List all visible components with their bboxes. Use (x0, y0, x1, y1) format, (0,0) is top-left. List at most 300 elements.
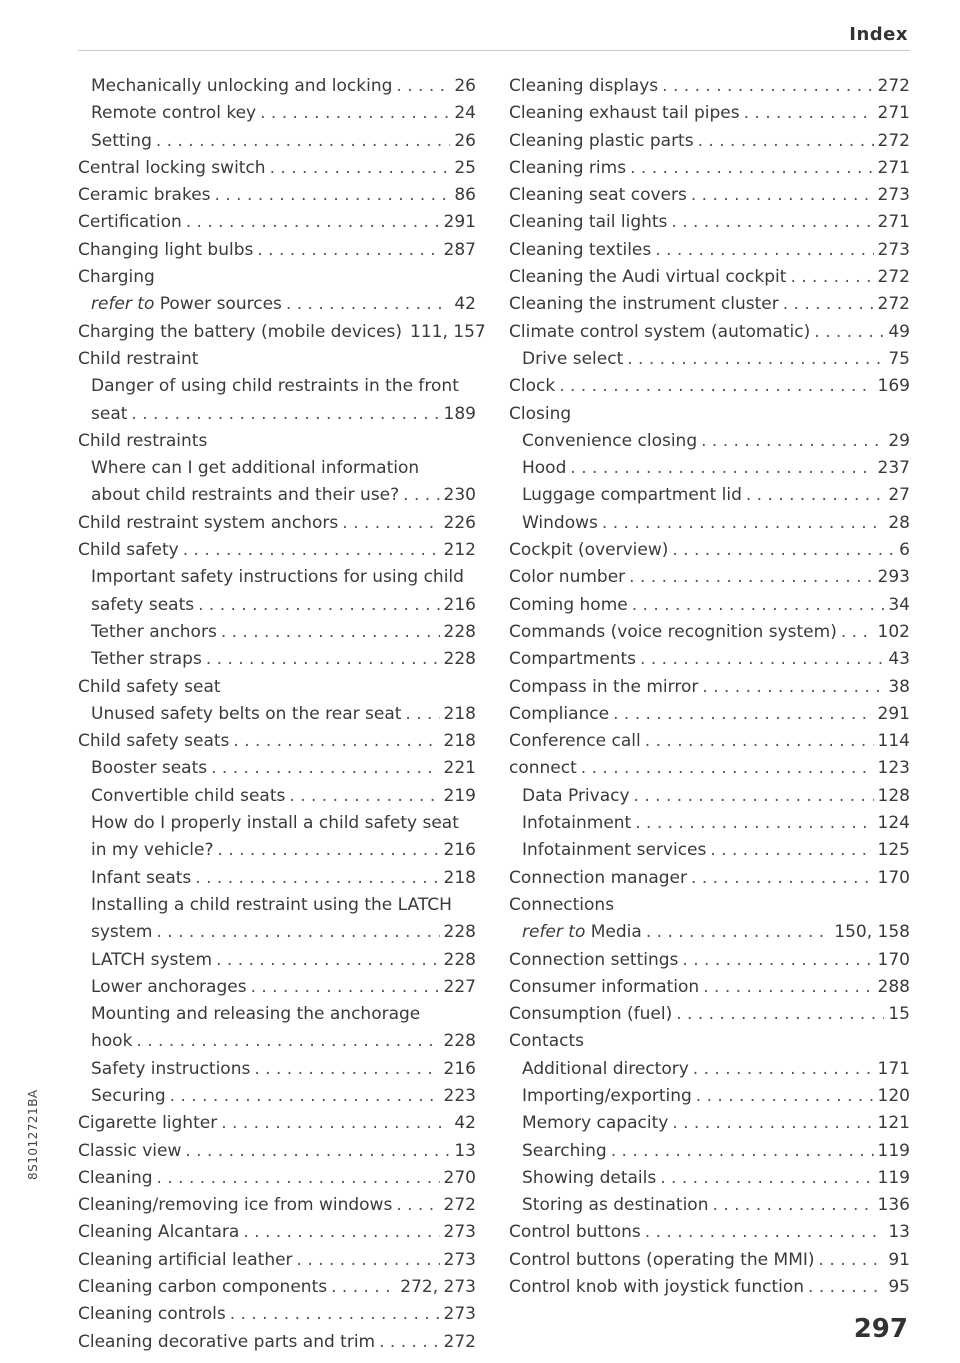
index-entry (78, 895, 476, 922)
index-entry-page: 28 (888, 512, 910, 533)
index-entry-label: Remote control key (91, 103, 257, 124)
index-entry-page: 226 (443, 512, 476, 533)
index-entry-page: 26 (454, 76, 476, 96)
index-entry-label: Child restraint system anchors (78, 512, 339, 533)
index-entry-label: Where can I get additional information (91, 458, 420, 479)
dot-leader (221, 622, 440, 642)
index-entry-label: Setting (91, 130, 152, 151)
index-entry-page: 123 (877, 758, 910, 779)
dot-leader (712, 1195, 873, 1215)
index-entry (78, 1304, 476, 1331)
index-entry-label: Control knob with joystick function (509, 1277, 805, 1298)
index-entry-label: Compass in the mirror (509, 676, 699, 697)
index-entry (509, 267, 910, 294)
index-entry-page: 24 (454, 103, 476, 124)
index-entry-label: Climate control system (automatic) (509, 321, 811, 342)
dot-leader (289, 786, 439, 806)
index-entry-label: Central locking switch (78, 157, 266, 178)
index-entry (509, 131, 910, 158)
dot-leader (570, 458, 873, 478)
index-entry-label: Cleaning displays (509, 76, 659, 96)
index-entry (509, 1113, 910, 1140)
dot-leader (646, 922, 830, 942)
index-entry-page: 15 (888, 1004, 910, 1025)
index-entry (509, 704, 910, 731)
index-entry-page: 212 (443, 540, 476, 561)
index-entry (78, 595, 476, 622)
index-entry-page: 228 (443, 1031, 476, 1052)
index-entry (509, 1031, 910, 1058)
index-entry (78, 786, 476, 813)
index-entry (78, 649, 476, 676)
index-entry-page: 218 (443, 731, 476, 752)
dot-leader (746, 485, 884, 505)
index-entry-label: in my vehicle? (91, 840, 214, 861)
dot-leader (611, 1141, 874, 1161)
index-entry (509, 786, 910, 813)
dot-leader (701, 431, 884, 451)
dot-leader (672, 1113, 873, 1133)
index-entry-label: Child restraints (78, 430, 208, 451)
index-entry-page: 95 (888, 1277, 910, 1298)
index-entry (509, 977, 910, 1004)
index-entry-page: 273 (443, 1249, 476, 1270)
index-entry-page: 125 (877, 840, 910, 861)
index-entry-label: Changing light bulbs (78, 239, 254, 260)
index-entry-page: 219 (443, 785, 476, 806)
index-entry-label: Connection manager (509, 867, 688, 888)
index-entry-label: Installing a child restraint using the LATCH (91, 894, 452, 915)
index-entry (78, 1031, 476, 1058)
index-entry-label: Child restraint (78, 348, 199, 369)
dot-leader (136, 1031, 439, 1051)
page-number: 297 (853, 1314, 908, 1344)
index-entry (78, 267, 476, 294)
index-entry-label: Infant seats (91, 867, 192, 888)
index-entry-label (91, 294, 282, 314)
dot-leader (331, 1277, 396, 1297)
index-entry-label: Closing (509, 403, 572, 424)
index-entry-label: Showing details (522, 1167, 657, 1188)
cross-reference-prefix: refer to (91, 294, 155, 315)
dot-leader (808, 1277, 884, 1297)
index-entry (78, 458, 476, 485)
index-entry (78, 1141, 476, 1168)
document-code: 8S1012721BA (26, 1089, 40, 1180)
dot-leader (814, 322, 884, 342)
index-entry (78, 240, 476, 267)
index-entry-page: 189 (443, 403, 476, 424)
index-entry (78, 1168, 476, 1195)
index-entry-label: Hood (522, 458, 567, 479)
index-entry-page: 170 (877, 867, 910, 888)
index-entry (509, 1059, 910, 1086)
dot-leader (286, 294, 450, 314)
index-entry-page: 272, 273 (400, 1277, 476, 1298)
dot-leader (211, 758, 439, 778)
dot-leader (215, 185, 451, 205)
index-entry (509, 840, 910, 867)
dot-leader (405, 704, 439, 724)
index-entry-page: 42 (454, 1113, 476, 1134)
dot-leader (702, 677, 884, 697)
dot-leader (131, 404, 439, 424)
index-entry (509, 813, 910, 840)
dot-leader (691, 185, 874, 205)
index-entry (509, 1086, 910, 1113)
index-entry (78, 1195, 476, 1222)
index-entry (509, 349, 910, 376)
index-entry-page: 136 (877, 1195, 910, 1216)
dot-leader (216, 950, 439, 970)
index-entry (509, 376, 910, 403)
index-entry (78, 158, 476, 185)
index-entry (78, 212, 476, 239)
index-entry-label: Storing as destination (522, 1195, 709, 1216)
index-entry-label: Infotainment (522, 813, 632, 834)
index-entry-page: 230 (443, 485, 476, 506)
index-entry-label: Charging the battery (mobile devices) (78, 321, 403, 342)
index-entry (509, 458, 910, 485)
dot-leader (710, 840, 873, 860)
index-entry-page: 272 (877, 130, 910, 151)
index-entry (78, 677, 476, 704)
dot-leader (270, 158, 451, 178)
cross-reference-prefix: refer to (522, 922, 586, 943)
index-entry-label: Cockpit (overview) (509, 540, 669, 561)
dot-leader (691, 868, 874, 888)
index-entry (509, 158, 910, 185)
index-entry-label: Cleaning controls (78, 1304, 226, 1325)
index-entry-page: 270 (443, 1167, 476, 1188)
index-entry-page: 293 (877, 567, 910, 588)
index-entry (509, 540, 910, 567)
index-entry-label: Memory capacity (522, 1113, 669, 1134)
index-entry-page: 218 (443, 703, 476, 724)
index-entry (509, 1195, 910, 1222)
index-entry-page: 75 (888, 348, 910, 369)
index-entry-page: 120 (877, 1085, 910, 1106)
index-entry-page: 34 (888, 594, 910, 615)
index-entry (509, 567, 910, 594)
index-entry-page: 216 (443, 1058, 476, 1079)
index-entry (509, 622, 910, 649)
index-entry-label: Ceramic brakes (78, 185, 211, 206)
index-entry-page: 119 (877, 1140, 910, 1161)
index-entry-page: 13 (454, 1140, 476, 1161)
dot-leader (602, 513, 884, 533)
index-entry (78, 1086, 476, 1113)
index-entry-label: Cleaning seat covers (509, 185, 687, 206)
index-entry-page: 228 (443, 649, 476, 670)
index-entry-page: 228 (443, 621, 476, 642)
index-entry (509, 185, 910, 212)
dot-leader (218, 840, 440, 860)
dot-leader (703, 977, 873, 997)
index-entry (78, 1277, 476, 1304)
index-entry-page: 218 (443, 867, 476, 888)
index-entry-label: Danger of using child restraints in the front (91, 376, 459, 397)
index-entry-page: 150, 158 (834, 922, 910, 943)
dot-leader (783, 294, 874, 314)
index-entry-page: 49 (888, 321, 910, 342)
index-entry (509, 404, 910, 431)
index-entry-page: 237 (877, 458, 910, 479)
index-entry-label (522, 922, 642, 942)
cross-reference-target: Power sources (159, 294, 282, 315)
index-entry-page: 119 (877, 1167, 910, 1188)
dot-leader (403, 485, 439, 505)
index-entry-page: 29 (888, 430, 910, 451)
index-entry-label: LATCH system (91, 949, 213, 970)
index-entry (78, 404, 476, 431)
index-entry-label: Commands (voice recognition system) (509, 621, 837, 642)
index-entry-label: Securing (91, 1085, 166, 1106)
index-entry (509, 950, 910, 977)
index-entry (509, 240, 910, 267)
index-entry-label: Mechanically unlocking and locking (91, 76, 393, 96)
index-entry (78, 540, 476, 567)
dot-leader (632, 595, 885, 615)
index-entry (509, 76, 910, 103)
index-entry-page: 169 (877, 376, 910, 397)
index-entry-page: 38 (888, 676, 910, 697)
index-entry-page: 273 (443, 1222, 476, 1243)
index-entry (509, 322, 910, 349)
index-entry-page: 223 (443, 1085, 476, 1106)
index-entry (509, 1222, 910, 1249)
index-entry (78, 513, 476, 540)
index-entry-label: Cleaning plastic parts (509, 130, 694, 151)
index-entry-label: about child restraints and their use? (91, 485, 400, 506)
index-column-right (509, 76, 910, 1304)
index-entry (78, 131, 476, 158)
index-entry (509, 595, 910, 622)
index-entry-page: 124 (877, 813, 910, 834)
index-entry-label: Tether straps (91, 649, 202, 670)
dot-leader (297, 1250, 440, 1270)
dot-leader (396, 1195, 439, 1215)
index-entry-label: Conference call (509, 731, 641, 752)
dot-leader (581, 758, 874, 778)
dot-leader (790, 267, 873, 287)
index-entry-label: Cleaning/removing ice from windows (78, 1195, 393, 1216)
index-entry (78, 840, 476, 867)
dot-leader (230, 1304, 440, 1324)
dot-leader (156, 922, 439, 942)
index-entry (78, 1222, 476, 1249)
dot-leader (613, 704, 873, 724)
index-entry (78, 922, 476, 949)
index-entry (78, 294, 476, 321)
index-entry-page: 42 (454, 294, 476, 315)
index-entry (78, 1004, 476, 1031)
index-entry-page: 27 (888, 485, 910, 506)
index-column-left (78, 76, 486, 1359)
index-entry-label: Connections (509, 894, 615, 915)
index-entry-page: 128 (877, 785, 910, 806)
index-entry-label: Contacts (509, 1031, 584, 1052)
index-entry (509, 1168, 910, 1195)
index-entry (509, 485, 910, 512)
index-entry-page: 272 (877, 294, 910, 315)
index-entry (509, 212, 910, 239)
index-entry (509, 758, 910, 785)
index-entry-page: 171 (877, 1058, 910, 1079)
dot-leader (744, 103, 874, 123)
index-entry-label: Compliance (509, 703, 610, 724)
index-entry-label: Searching (522, 1140, 607, 1161)
index-entry-label: Cigarette lighter (78, 1113, 218, 1134)
dot-leader (645, 731, 874, 751)
index-entry (78, 868, 476, 895)
dot-leader (634, 786, 874, 806)
index-entry-label: Cleaning exhaust tail pipes (509, 103, 740, 124)
index-entry-page: 13 (888, 1222, 910, 1243)
index-entry-label: Cleaning the instrument cluster (509, 294, 779, 315)
index-entry-page: 272 (877, 267, 910, 288)
index-entry (78, 1059, 476, 1086)
index-entry-label: seat (91, 403, 128, 424)
dot-leader (645, 1222, 885, 1242)
dot-leader (627, 349, 884, 369)
dot-leader (559, 376, 873, 396)
index-entry (509, 1004, 910, 1031)
dot-leader (635, 813, 873, 833)
index-entry-page: 273 (877, 185, 910, 206)
index-entry (509, 1250, 910, 1277)
index-entry-page: 273 (443, 1304, 476, 1325)
cross-reference-target: Media (590, 922, 642, 943)
index-entry-page: 216 (443, 840, 476, 861)
dot-leader (655, 240, 873, 260)
index-entry (78, 567, 476, 594)
index-entry (509, 895, 910, 922)
index-entry-label: safety seats (91, 594, 195, 615)
index-entry (78, 103, 476, 130)
index-entry-label: Mounting and releasing the anchorage (91, 1004, 421, 1025)
index-entry (509, 731, 910, 758)
dot-leader (243, 1222, 439, 1242)
index-entry-label: Clock (509, 376, 556, 397)
index-entry (509, 1141, 910, 1168)
index-entry-page: 272 (877, 76, 910, 96)
index-entry-label: Cleaning rims (509, 157, 627, 178)
index-entry-label: Cleaning carbon components (78, 1277, 328, 1298)
index-entry-label: Tether anchors (91, 621, 217, 642)
index-entry (78, 431, 476, 458)
index-entry-label: Child safety seats (78, 731, 230, 752)
dot-leader (696, 1086, 874, 1106)
index-entry-label: Child safety (78, 540, 179, 561)
dot-leader (640, 649, 884, 669)
index-entry (509, 294, 910, 321)
dot-leader (183, 540, 440, 560)
index-entry-label: Consumer information (509, 976, 700, 997)
dot-leader (819, 1250, 885, 1270)
index-entry (78, 1113, 476, 1140)
index-entry (78, 813, 476, 840)
index-entry-page: 271 (877, 212, 910, 233)
index-entry-page: 227 (443, 976, 476, 997)
dot-leader (342, 513, 439, 533)
dot-leader (672, 540, 895, 560)
index-entry-label: hook (91, 1031, 133, 1052)
index-entry (78, 485, 476, 512)
dot-leader (170, 1086, 440, 1106)
index-entry-label: Charging (78, 267, 155, 288)
dot-leader (682, 950, 873, 970)
index-entry (509, 431, 910, 458)
index-entry-label: Control buttons (509, 1222, 641, 1243)
index-entry (78, 376, 476, 403)
index-entry-page: 111, 157 (410, 321, 486, 342)
dot-leader (671, 212, 873, 232)
index-entry-label: Data Privacy (522, 785, 630, 806)
dot-leader (260, 103, 450, 123)
index-entry-label: Additional directory (522, 1058, 689, 1079)
index-entry-page: 114 (877, 731, 910, 752)
index-entry-label: Certification (78, 212, 182, 233)
index-entry-label: Drive select (522, 348, 624, 369)
index-entry-page: 121 (877, 1113, 910, 1134)
index-entry-page: 228 (443, 949, 476, 970)
index-entry (509, 513, 910, 540)
index-entry-label: Safety instructions (91, 1058, 251, 1079)
dot-leader (221, 1113, 450, 1133)
index-entry (78, 1250, 476, 1277)
index-entry-label: Control buttons (operating the MMI) (509, 1249, 815, 1270)
index-entry (509, 103, 910, 130)
dot-leader (660, 1168, 873, 1188)
index-entry (78, 1332, 476, 1359)
index-entry-label: Windows (522, 512, 598, 533)
index-entry (78, 321, 486, 349)
index-entry (78, 76, 476, 103)
index-entry-page: 6 (899, 540, 910, 561)
dot-leader (254, 1059, 439, 1079)
index-entry-label: Cleaning Alcantara (78, 1222, 240, 1243)
index-entry-label: Cleaning decorative parts and trim (78, 1331, 376, 1352)
index-entry-label: Connection settings (509, 949, 679, 970)
index-entry-label: How do I properly install a child safety seat (91, 813, 459, 834)
index-entry-page: 271 (877, 103, 910, 124)
dot-leader (251, 977, 440, 997)
dot-leader (257, 240, 439, 260)
dot-leader (662, 76, 873, 96)
dot-leader (396, 76, 450, 96)
index-entry-label: Cleaning tail lights (509, 212, 668, 233)
index-entry-page: 291 (443, 212, 476, 233)
dot-leader (698, 131, 874, 151)
index-entry-page: 271 (877, 157, 910, 178)
index-entry-label: Coming home (509, 594, 628, 615)
index-entry-label: Unused safety belts on the rear seat (91, 703, 402, 724)
index-entry-label: Important safety instructions for using child (91, 567, 464, 588)
index-entry-page: 287 (443, 239, 476, 260)
index-entry-label: Booster seats (91, 758, 208, 779)
dot-leader (630, 158, 873, 178)
index-entry-page: 43 (888, 649, 910, 670)
index-entry (78, 622, 476, 649)
index-entry-page: 26 (454, 130, 476, 151)
index-entry (509, 922, 910, 949)
index-entry-page: 272 (443, 1331, 476, 1352)
index-entry-page: 91 (888, 1249, 910, 1270)
index-entry (78, 950, 476, 977)
index-entry-label: connect (509, 758, 577, 779)
index-entry-page: 25 (454, 157, 476, 178)
